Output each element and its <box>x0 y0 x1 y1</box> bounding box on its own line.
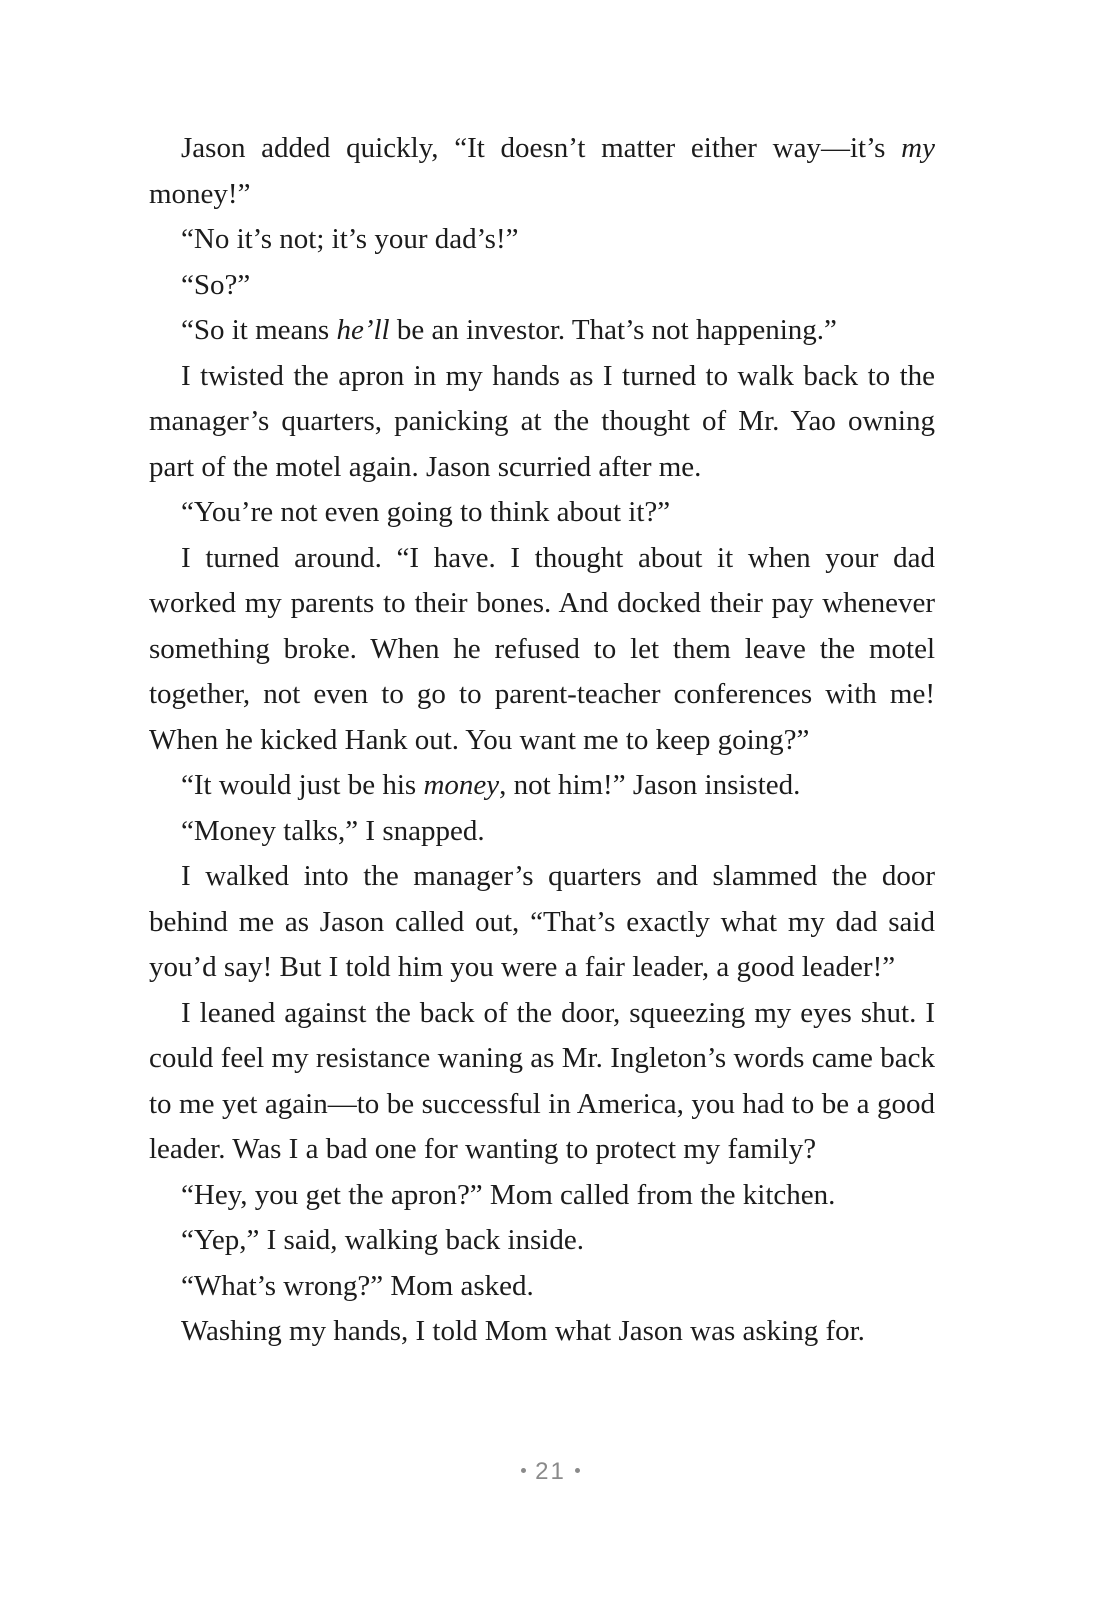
paragraph <box>149 263 935 309</box>
paragraph <box>149 1218 935 1264</box>
page-number-footer <box>0 1458 1101 1486</box>
paragraph <box>149 1309 935 1355</box>
paragraph-text: I turned around. “I have. I thought about it when your dad worked my parents to their bones. And docked their pay whenever something broke. When he refused to let them leave the motel together, not even to go to parent-teacher conferences with me! When he kicked Hank out. You want me to keep going?” <box>149 541 935 756</box>
paragraph <box>149 536 935 764</box>
paragraph <box>149 354 935 491</box>
paragraph <box>149 217 935 263</box>
paragraph-text: I walked into the manager’s quarters and slammed the door behind me as Jason called out, “That’s exactly what my dad said you’d say! But I told him you were a fair leader, a good leader!” <box>149 860 935 983</box>
paragraph-text: “Yep,” I said, walking back inside. <box>181 1224 584 1256</box>
paragraph-text: money!” <box>149 177 251 210</box>
paragraph-text: , not him!” Jason insisted. <box>499 769 801 801</box>
paragraph-text: “It would just be his <box>181 769 424 801</box>
page-number: 21 <box>535 1458 566 1485</box>
paragraph <box>149 126 935 217</box>
paragraph-text: “So?” <box>181 268 251 301</box>
right-dot-ornament <box>575 1468 580 1473</box>
paragraph-text: “No it’s not; it’s your dad’s!” <box>181 223 519 255</box>
italic-text: my <box>901 132 935 164</box>
italic-text: he’ll <box>336 314 390 346</box>
paragraph-text: Washing my hands, I told Mom what Jason was asking for. <box>181 1315 865 1347</box>
italic-text: money <box>423 769 500 801</box>
paragraph-text: “What’s wrong?” Mom asked. <box>181 1269 534 1302</box>
left-dot-ornament <box>521 1468 526 1473</box>
paragraph-text: “You’re not even going to think about it?” <box>181 496 671 528</box>
paragraph-text: be an investor. That’s not happening.” <box>389 314 837 346</box>
paragraph <box>149 854 935 991</box>
paragraph-text: “Hey, you get the apron?” Mom called from the kitchen. <box>181 1178 836 1211</box>
paragraph <box>149 991 935 1173</box>
paragraph-text: I twisted the apron in my hands as I turned to walk back to the manager’s quarters, panicking at the thought of Mr. Yao owning part of the motel again. Jason scurried after me. <box>149 359 935 483</box>
paragraph <box>149 1173 935 1219</box>
paragraph-text: I leaned against the back of the door, squeezing my eyes shut. I could feel my resistance waning as Mr. Ingleton’s words came back to me yet again—to be successful in America, you had to be a good leader. Was I a bad one for wanting to protect my family? <box>149 996 935 1165</box>
paragraph <box>149 809 935 855</box>
paragraph-text: “So it means <box>181 314 337 346</box>
paragraph <box>149 763 935 809</box>
paragraph-text: “Money talks,” I snapped. <box>181 814 485 847</box>
paragraph-text: Jason added quickly, “It doesn’t matter either way—it’s <box>181 132 902 164</box>
paragraph <box>149 1264 935 1310</box>
paragraph <box>149 490 935 536</box>
paragraph <box>149 308 935 354</box>
body-text <box>149 126 935 1355</box>
